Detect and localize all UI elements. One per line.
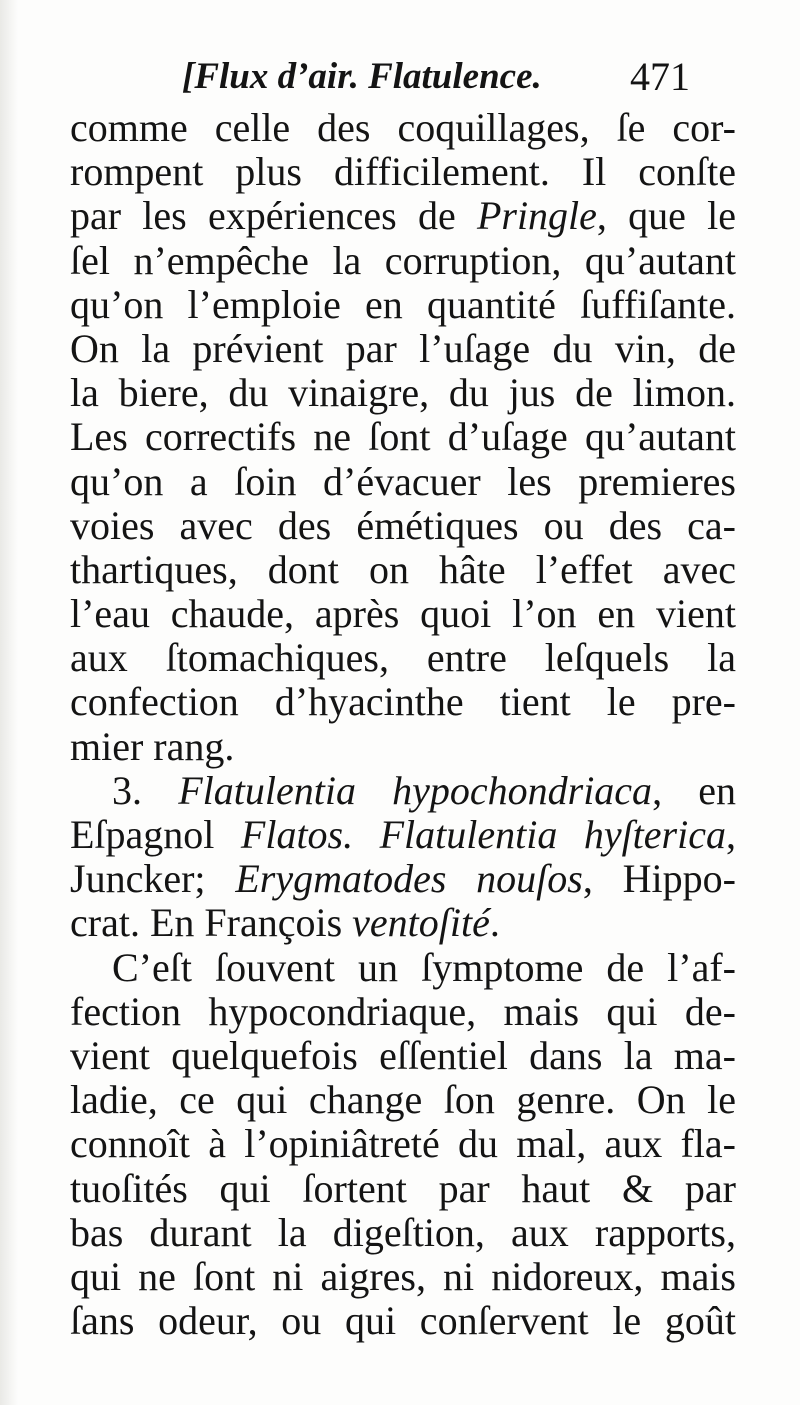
text-line: [70, 857, 736, 901]
text-run: crat. En François: [70, 900, 353, 946]
text-run: C’eſt ſouvent un ſymptome de l’af-: [112, 944, 736, 990]
text-run: confection d’hyacinthe tient le pre-: [70, 679, 736, 725]
text-run: Les correctifs ne ſont d’uſage qu’autant: [70, 414, 736, 460]
text-run: qu’on a ſoin d’évacuer les premieres: [70, 458, 736, 504]
page-edge-shadow: [0, 0, 18, 1405]
text-run: , Hippo-: [582, 856, 736, 902]
text-line: [70, 636, 736, 680]
text-run: ,: [726, 812, 736, 857]
text-line: [70, 1122, 736, 1166]
text-line: [70, 460, 736, 504]
text-line: [70, 239, 736, 283]
text-run: ladie, ce qui change ſon genre. On le: [70, 1077, 736, 1123]
text-line: [70, 1211, 736, 1255]
text-run: , en: [652, 767, 736, 813]
text-run: vient quelquefois eſſentiel dans la ma-: [70, 1032, 736, 1078]
text-run: rompent plus difficilement. Il conſte: [70, 149, 736, 195]
text-run: On la prévient par l’uſage du vin, de: [70, 325, 736, 371]
text-run: bas durant la digeſtion, aux rapports,: [70, 1209, 736, 1255]
text-run: qui ne ſont ni aigres, ni nidoreux, mais: [70, 1253, 736, 1299]
text-line: [70, 371, 736, 415]
text-line: [70, 946, 736, 990]
text-run: par les expériences de: [70, 193, 477, 239]
text-line: [70, 1255, 736, 1299]
text-line: [70, 327, 736, 371]
text-line: [70, 504, 736, 548]
italic-text: Erygmatodes nouſos: [235, 856, 583, 902]
text-line: [70, 813, 736, 857]
text-line: [70, 680, 736, 724]
text-line: [70, 1034, 736, 1078]
text-run: thartiques, dont on hâte l’effet avec: [70, 546, 736, 592]
text-run: fection hypocondriaque, mais qui de-: [70, 988, 736, 1034]
text-run: qu’on l’emploie en quantité ſuffiſante.: [70, 281, 736, 327]
italic-text: Pringle: [476, 193, 597, 239]
text-line: [70, 150, 736, 194]
text-line: [70, 194, 736, 238]
text-run: Juncker;: [70, 856, 236, 902]
text-run: comme celle des coquillages, ſe cor-: [70, 105, 736, 150]
text-run: ſel n’empêche la corruption, qu’autant: [70, 237, 736, 283]
text-line: [70, 106, 736, 150]
italic-text: Flatulentia hypochondriaca: [178, 767, 653, 813]
text-run: la biere, du vinaigre, du jus de limon.: [70, 370, 736, 416]
text-run: l’eau chaude, après quoi l’on en vient: [70, 591, 736, 637]
text-run: , que le: [596, 193, 736, 239]
text-run: connoît à l’opiniâtreté du mal, aux fla-: [70, 1121, 736, 1167]
body-text: [70, 106, 736, 1343]
text-run: voies avec des émétiques ou des ca-: [70, 502, 736, 548]
text-line: [70, 1299, 736, 1343]
text-run: mier rang.: [70, 723, 235, 769]
page-number: 471: [630, 54, 690, 99]
text-line: [70, 725, 736, 769]
text-line: [70, 592, 736, 636]
text-run: .: [489, 900, 500, 946]
text-line: [70, 415, 736, 459]
text-line: [70, 1167, 736, 1211]
text-line: [70, 901, 736, 945]
text-line: [70, 1078, 736, 1122]
italic-text: ventoſité: [352, 900, 490, 946]
text-run: 3.: [112, 767, 179, 813]
text-run: Eſpagnol: [70, 812, 241, 857]
text-run: ſans odeur, ou qui conſervent le goût: [70, 1298, 736, 1344]
text-line: [70, 283, 736, 327]
text-line: [70, 548, 736, 592]
text-line: [70, 990, 736, 1034]
italic-text: Flatos. Flatulentia hyſterica: [240, 812, 726, 857]
text-run: tuoſités qui ſortent par haut & par: [70, 1165, 736, 1211]
text-line: [70, 769, 736, 813]
running-head: [182, 52, 742, 102]
running-head-title: [Flux d’air. Flatulence.: [182, 56, 542, 97]
text-run: aux ſtomachiques, entre leſquels la: [70, 635, 736, 681]
